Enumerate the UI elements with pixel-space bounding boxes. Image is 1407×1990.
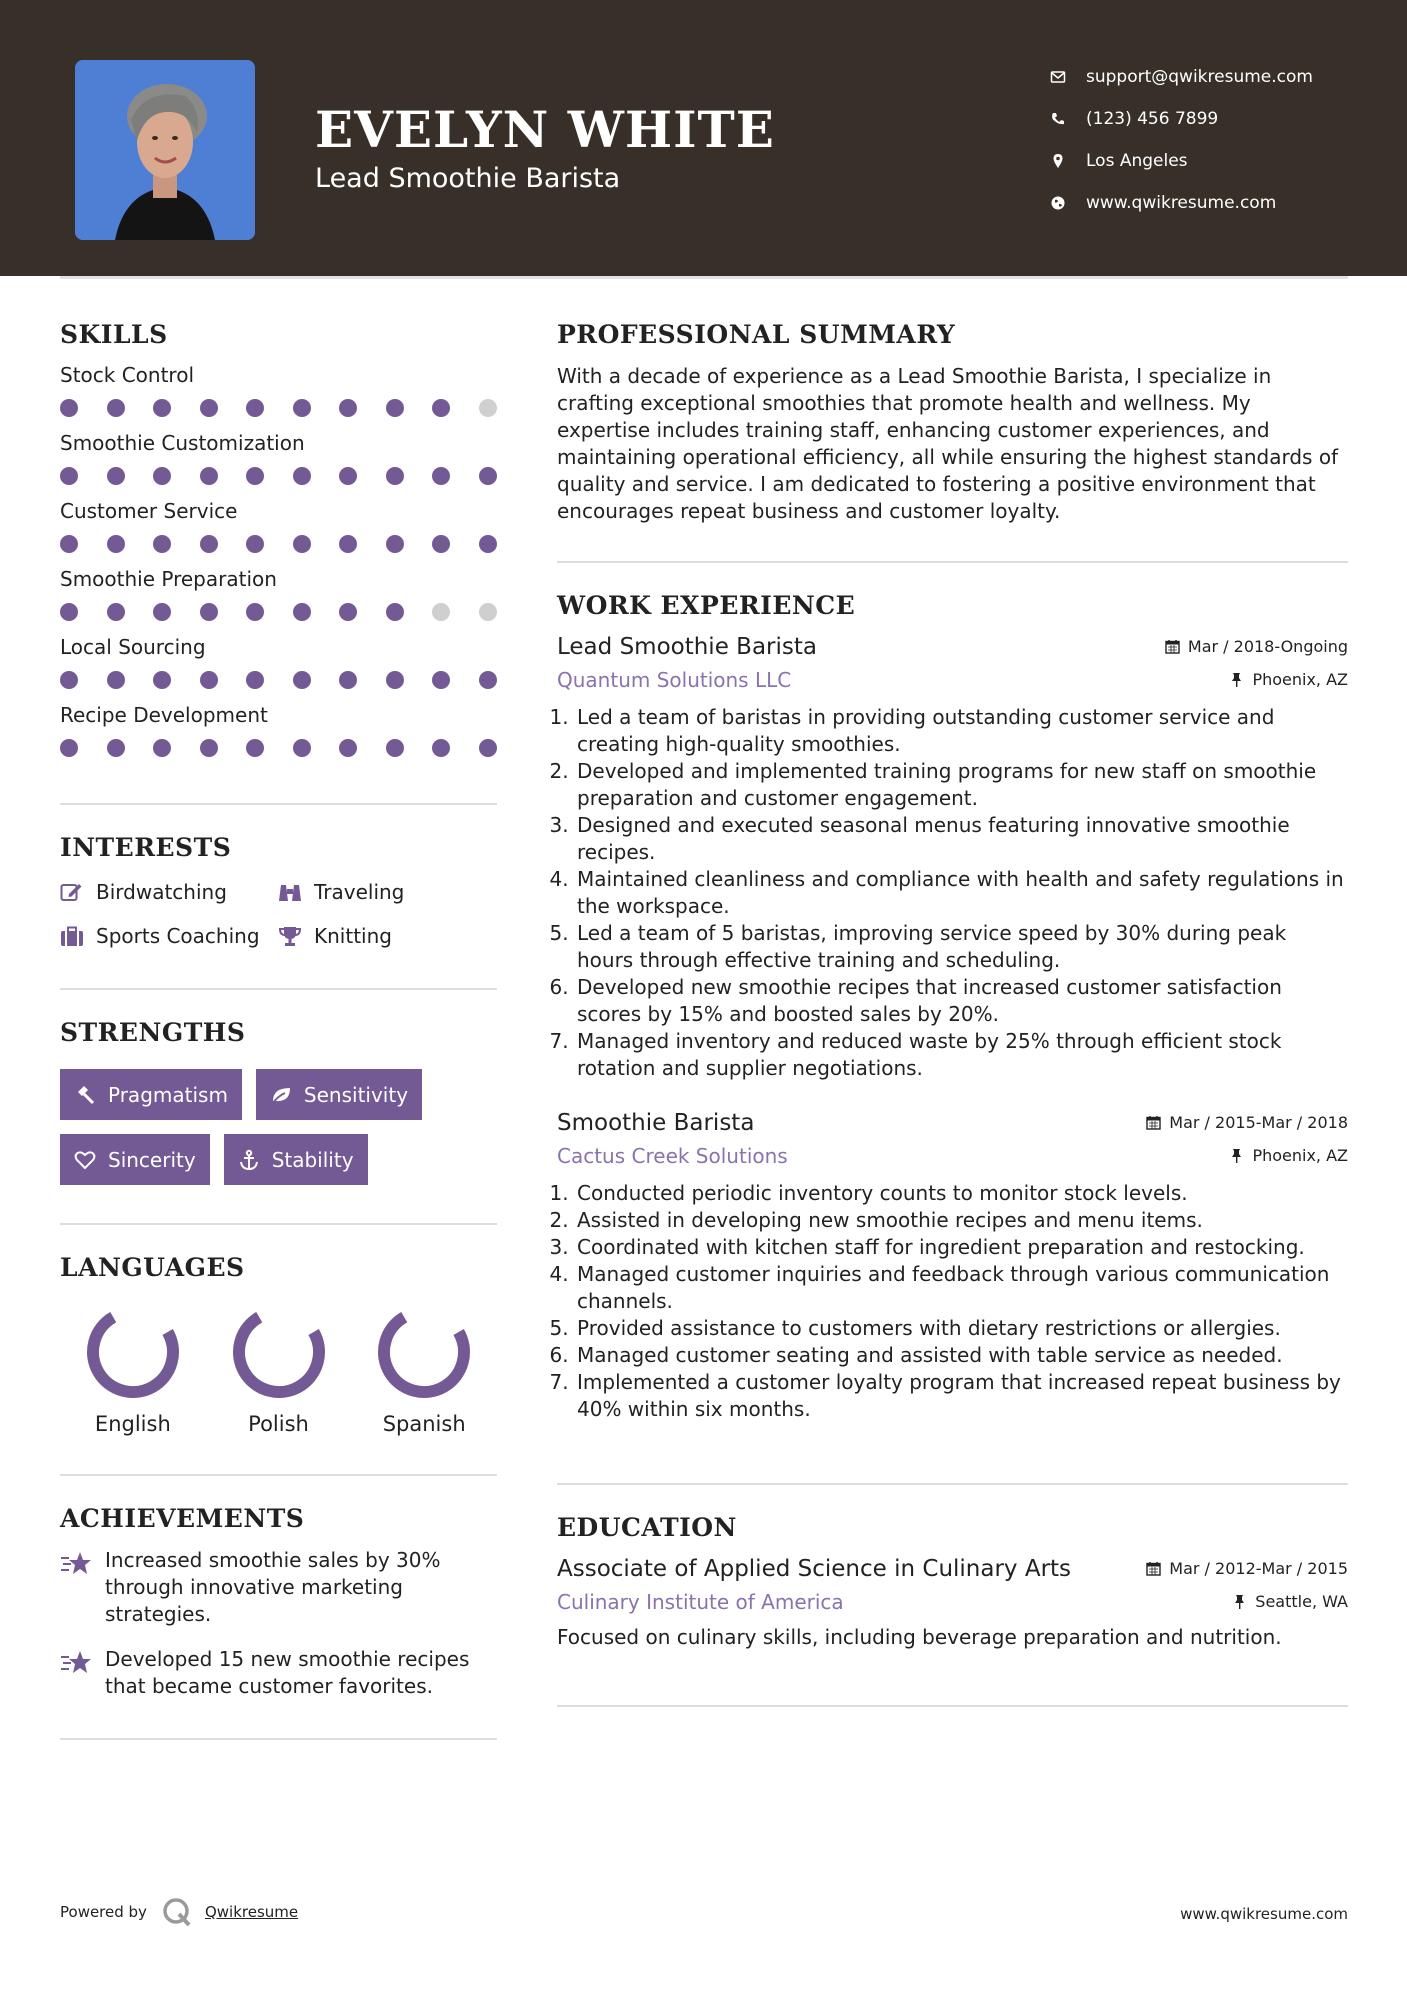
shooting-star-icon [60,1648,94,1676]
skill-rating-dot [200,671,218,689]
skill-rating-dot [246,535,264,553]
skill-rating-dot [246,467,264,485]
skill-rating-dot [432,603,450,621]
duty-item: 2. Assisted in developing new smoothie recipes and menu items. [575,1207,1348,1234]
languages-section [60,1253,497,1436]
job-title: Lead Smoothie Barista [557,634,817,660]
education-dates [1146,1559,1348,1578]
interests-list [60,880,497,948]
summary-section [557,320,1348,525]
duty-item: 2. Developed and implemented training programs for new staff on smoothie preparation and customer engagement. [575,758,1348,812]
skill-rating-dot [200,739,218,757]
job-duties [557,704,1348,1082]
resume-header [0,0,1407,276]
skill-rating-dot [153,467,171,485]
strengths-title: STRENGTHS [60,1018,246,1047]
education-location-text: Seattle, WA [1255,1592,1348,1611]
contact-list [1050,56,1313,224]
skill-rating-dot [60,739,78,757]
skill-rating-dot [60,467,78,485]
skill-rating-dot [246,603,264,621]
skill-rating-dot [479,739,497,757]
skill-name: Recipe Development [60,703,268,727]
skill-item [60,703,497,757]
strength-tag [256,1069,422,1120]
skill-rating-dot [293,739,311,757]
strength-label: Sincerity [108,1147,196,1172]
shooting-star-icon [60,1549,94,1577]
skill-rating-dot [479,399,497,417]
edit-icon [60,881,84,903]
skill-rating-dot [386,739,404,757]
skill-item [60,567,497,621]
company-name: Quantum Solutions LLC [557,668,792,692]
skill-name: Stock Control [60,363,195,387]
skill-item [60,635,497,689]
skill-rating-dot [153,535,171,553]
achievement-item [60,1547,497,1628]
job-location [1229,670,1348,689]
duty-item: 7. Managed inventory and reduced waste by 25% through efficient stock rotation and supplier negotiations. [575,1028,1348,1082]
skill-rating-dot [432,535,450,553]
skill-rating-dot [293,535,311,553]
interest-label: Birdwatching [96,880,227,904]
duty-item: 7. Implemented a customer loyalty program that increased repeat business by 40% within six months. [575,1369,1348,1423]
skill-rating-dot [386,467,404,485]
skill-rating-dot [107,603,125,621]
strengths-section [60,1018,497,1185]
skill-rating-dot [60,535,78,553]
contact-location [1050,140,1313,182]
education-location [1232,1592,1348,1611]
skills-section [60,320,497,757]
interest-label: Sports Coaching [96,924,260,948]
skill-rating-dot [246,671,264,689]
achievement-text: Increased smoothie sales by 30% through innovative marketing strategies. [105,1548,441,1626]
strength-label: Sensitivity [303,1082,409,1107]
job-dates-text: Mar / 2015-Mar / 2018 [1169,1113,1348,1132]
experience-title: WORK EXPERIENCE [557,591,856,620]
education-section [557,1513,1348,1651]
candidate-job-title: Lead Smoothie Barista [315,163,621,194]
language-proficiency-ring [85,1304,181,1400]
skill-rating-dot [246,399,264,417]
left-column [60,320,497,1740]
candidate-name: EVELYN WHITE [315,100,775,159]
phone-icon [1050,111,1086,127]
skill-rating-dot [339,467,357,485]
skill-rating-dot [386,399,404,417]
skill-rating-dot [200,603,218,621]
skill-rating-dot [479,535,497,553]
duty-item: 5. Provided assistance to customers with dietary restrictions or allergies. [575,1315,1348,1342]
skill-rating-dot [60,399,78,417]
powered-by-label: Powered by [60,1903,147,1921]
skill-rating-dot [200,535,218,553]
languages-list [60,1304,497,1436]
job-entry [557,634,1348,1082]
contact-email [1050,56,1313,98]
pushpin-icon [1229,1148,1244,1163]
language-item [351,1304,497,1436]
skill-name: Customer Service [60,499,238,523]
languages-title: LANGUAGES [60,1253,245,1282]
interest-item [278,880,497,904]
skill-rating-dot [153,603,171,621]
duty-item: 3. Designed and executed seasonal menus featuring innovative smoothie recipes. [575,812,1348,866]
skill-rating-dot [200,467,218,485]
job-dates [1165,637,1348,656]
experience-section [557,591,1348,1423]
skill-rating-dot [153,671,171,689]
skill-rating-dot [339,603,357,621]
interest-label: Knitting [314,924,392,948]
language-name: English [94,1412,171,1436]
contact-phone-text: (123) 456 7899 [1086,109,1219,129]
section-divider [557,1705,1348,1707]
heart-icon [74,1149,96,1171]
job-title: Smoothie Barista [557,1110,755,1136]
skill-item [60,363,497,417]
skill-rating-dot [293,671,311,689]
interest-label: Traveling [314,880,405,904]
skill-rating-dot [479,671,497,689]
duty-item: 4. Managed customer inquiries and feedback through various communication channels. [575,1261,1348,1315]
skill-rating [60,535,497,553]
pushpin-icon [1232,1594,1247,1609]
skill-rating [60,399,497,417]
email-icon [1050,69,1086,85]
footer-url[interactable]: www.qwikresume.com [1180,1905,1348,1923]
calendar-icon [1146,1115,1161,1130]
contact-phone [1050,98,1313,140]
achievements-section [60,1504,497,1700]
duty-item: 1. Led a team of baristas in providing outstanding customer service and creating high-quality smoothies. [575,704,1348,758]
skill-rating [60,671,497,689]
skill-rating-dot [339,399,357,417]
interest-item [60,924,278,948]
duty-item: 1. Conducted periodic inventory counts to monitor stock levels. [575,1180,1348,1207]
binoculars-icon [278,881,302,903]
skill-rating-dot [200,399,218,417]
job-entry [557,1110,1348,1423]
strength-tag [224,1134,368,1185]
contact-website [1050,182,1313,224]
section-divider [60,988,497,990]
interest-item [60,880,278,904]
interest-item [278,924,497,948]
job-location [1229,1146,1348,1165]
skill-rating [60,739,497,757]
language-item [60,1304,206,1436]
strengths-list [60,1069,497,1185]
skills-title: SKILLS [60,320,168,349]
brand-link[interactable]: Qwikresume [204,1903,299,1921]
strength-tag [60,1134,210,1185]
school-name: Culinary Institute of America [557,1590,844,1614]
skill-rating-dot [386,535,404,553]
education-description: Focused on culinary skills, including beverage preparation and nutrition. [557,1625,1282,1649]
section-divider [60,803,497,805]
skill-rating-dot [246,739,264,757]
footer-powered-by [60,1896,298,1928]
skill-rating-dot [386,603,404,621]
skill-rating-dot [339,535,357,553]
education-dates-text: Mar / 2012-Mar / 2015 [1169,1559,1348,1578]
interests-title: INTERESTS [60,833,232,862]
skill-rating-dot [60,603,78,621]
globe-icon [1050,195,1086,211]
skill-rating-dot [107,739,125,757]
skill-rating-dot [107,671,125,689]
skill-rating-dot [107,467,125,485]
skill-rating-dot [293,603,311,621]
skill-name: Smoothie Customization [60,431,305,455]
language-proficiency-ring [231,1304,327,1400]
location-pin-icon [1050,153,1086,169]
skill-rating-dot [386,671,404,689]
job-header [557,1110,1348,1136]
skill-rating-dot [339,739,357,757]
skill-rating-dot [479,467,497,485]
language-name: Spanish [382,1412,466,1436]
summary-title: PROFESSIONAL SUMMARY [557,320,956,349]
duty-item: 6. Developed new smoothie recipes that increased customer satisfaction scores by 15% and boosted sales by 20%. [575,974,1348,1028]
job-duties [557,1180,1348,1423]
section-divider [60,1223,497,1225]
strength-label: Pragmatism [108,1082,228,1107]
skill-rating-dot [432,671,450,689]
contact-website-text[interactable]: www.qwikresume.com [1086,193,1277,213]
job-location-text: Phoenix, AZ [1252,670,1348,689]
section-divider [60,1738,497,1740]
education-title: EDUCATION [557,1513,737,1542]
job-dates [1146,1113,1348,1132]
degree-title: Associate of Applied Science in Culinary Arts [557,1556,1072,1582]
briefcase-icon [60,925,84,947]
education-header [557,1556,1348,1582]
skill-rating [60,467,497,485]
job-location-text: Phoenix, AZ [1252,1146,1348,1165]
pushpin-icon [1229,672,1244,687]
contact-email-text[interactable]: support@qwikresume.com [1086,67,1313,87]
job-subheader [557,668,1348,692]
duty-item: 5. Led a team of 5 baristas, improving service speed by 30% during peak hours through effective training and scheduling. [575,920,1348,974]
skill-rating-dot [432,399,450,417]
achievements-title: ACHIEVEMENTS [60,1504,305,1533]
section-divider [60,1474,497,1476]
qwikresume-logo-icon [161,1896,193,1928]
skill-name: Local Sourcing [60,635,206,659]
interests-section [60,833,497,948]
achievement-text: Developed 15 new smoothie recipes that became customer favorites. [105,1647,470,1698]
strength-label: Stability [271,1147,354,1172]
job-dates-text: Mar / 2018-Ongoing [1187,637,1348,656]
skill-name: Smoothie Preparation [60,567,277,591]
skill-rating-dot [153,399,171,417]
summary-text: With a decade of experience as a Lead Smoothie Barista, I specialize in crafting exceptional smoothies that promote health and wellness. My expertise includes training staff, enhancing customer experiences, and maintaining operational efficiency, all while ensuring the highest standards of quality and service. I am dedicated to fostering a positive environment that encourages repeat business and customer loyalty. [557,364,1339,523]
language-item [206,1304,352,1436]
duty-item: 6. Managed customer seating and assisted with table service as needed. [575,1342,1348,1369]
strength-tag [60,1069,242,1120]
job-header [557,634,1348,660]
skill-item [60,431,497,485]
job-subheader [557,1144,1348,1168]
skill-rating-dot [339,671,357,689]
anchor-icon [238,1149,260,1171]
header-divider [60,276,1348,279]
duty-item: 3. Coordinated with kitchen staff for ingredient preparation and restocking. [575,1234,1348,1261]
trophy-icon [278,925,302,947]
contact-location-text: Los Angeles [1086,151,1188,171]
skill-rating-dot [293,399,311,417]
gavel-icon [74,1084,96,1106]
skill-rating-dot [107,535,125,553]
skill-rating-dot [432,467,450,485]
right-column [557,320,1348,1707]
skill-rating-dot [293,467,311,485]
calendar-icon [1165,639,1180,654]
leaf-icon [270,1084,292,1106]
language-name: Polish [248,1412,309,1436]
skill-rating-dot [153,739,171,757]
skill-rating [60,603,497,621]
skill-item [60,499,497,553]
skill-rating-dot [107,399,125,417]
skill-rating-dot [432,739,450,757]
duty-item: 4. Maintained cleanliness and compliance with health and safety regulations in the workspace. [575,866,1348,920]
achievement-item [60,1646,497,1700]
company-name: Cactus Creek Solutions [557,1144,788,1168]
skill-rating-dot [479,603,497,621]
section-divider [557,1483,1348,1485]
section-divider [557,561,1348,563]
calendar-icon [1146,1561,1161,1576]
skill-rating-dot [60,671,78,689]
education-subheader [557,1590,1348,1614]
language-proficiency-ring [376,1304,472,1400]
profile-photo [75,60,255,240]
